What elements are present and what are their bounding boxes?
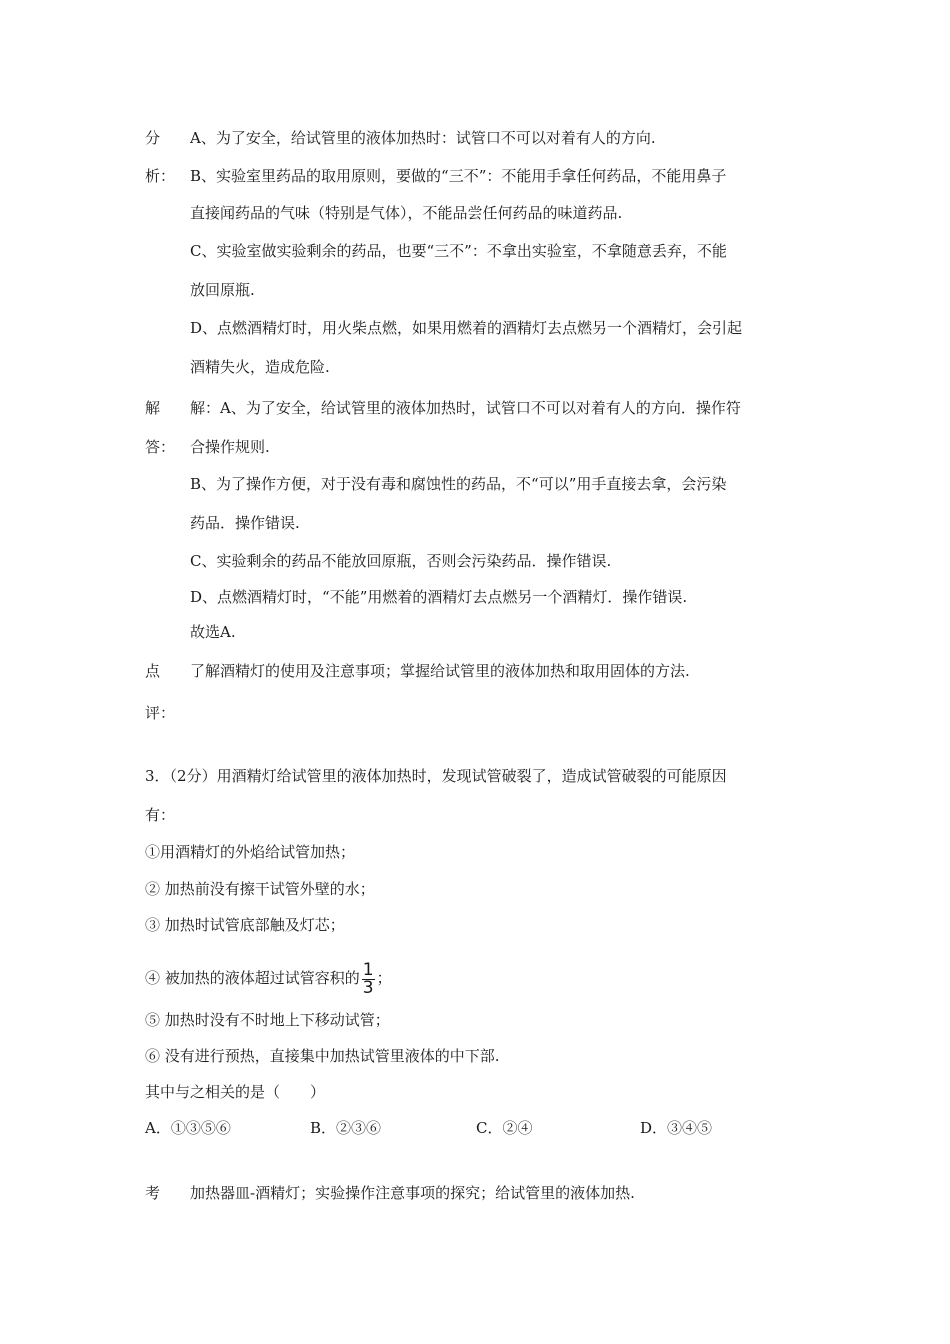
question3-item-4	[145, 958, 392, 998]
comment-text: 了解酒精灯的使用及注意事项；掌握给试管里的液体加热和取用固体的方法.	[190, 662, 690, 680]
solution-c: C、实验剩余的药品不能放回原瓶，否则会污染药品．操作错误.	[190, 552, 612, 570]
analysis-label-1: 分	[145, 129, 161, 147]
option-b: B．②③⑥	[310, 1119, 382, 1137]
analysis-c2: 放回原瓶.	[190, 281, 255, 299]
question3-item-2: ② 加热前没有擦干试管外壁的水；	[145, 880, 375, 898]
fraction-denominator: 3	[362, 977, 374, 998]
question3-item-1: ①用酒精灯的外焰给试管加热；	[145, 843, 356, 861]
analysis-d2: 酒精失火，造成危险.	[190, 358, 330, 376]
solution-b2: 药品．操作错误.	[190, 514, 300, 532]
fraction-numerator: 1	[362, 959, 374, 980]
solution-label-2: 答：	[145, 438, 176, 456]
analysis-b2: 直接闻药品的气味（特别是气体），不能品尝任何药品的味道药品.	[190, 204, 623, 222]
option-c: C．②④	[476, 1119, 533, 1137]
analysis-label-2: 析：	[145, 167, 176, 185]
solution-b1: B、为了操作方便，对于没有毒和腐蚀性的药品，不“可以”用手直接去拿，会污染	[190, 475, 727, 493]
solution-a2: 合操作规则.	[190, 438, 270, 456]
solution-answer: 故选A.	[190, 623, 236, 641]
question3-item-3: ③ 加热时试管底部触及灯芯；	[145, 916, 345, 934]
analysis-a: A、为了安全，给试管里的液体加热时：试管口不可以对着有人的方向.	[190, 129, 656, 147]
analysis-c1: C、实验室做实验剩余的药品，也要“三不”：不拿出实验室，不拿随意丢弃，不能	[190, 242, 727, 260]
question3-item-4-tail: ；	[376, 969, 392, 987]
question3-item-4-text: ④ 被加热的液体超过试管容积的	[145, 969, 360, 987]
question3-item-5: ⑤ 加热时没有不时地上下移动试管；	[145, 1011, 390, 1029]
question3-stem-1: 3．（2分）用酒精灯给试管里的液体加热时，发现试管破裂了，造成试管破裂的可能原因	[145, 767, 727, 785]
comment-label-2: 评：	[145, 704, 176, 722]
kaodian-label: 考	[145, 1184, 161, 1202]
comment-label-1: 点	[145, 662, 161, 680]
solution-a1: 解：A、为了安全，给试管里的液体加热时，试管口不可以对着有人的方向．操作符	[190, 399, 741, 417]
option-a: A．①③⑤⑥	[145, 1119, 231, 1137]
kaodian-text: 加热器皿-酒精灯；实验操作注意事项的探究；给试管里的液体加热.	[190, 1184, 635, 1202]
solution-label-1: 解	[145, 399, 161, 417]
question3-item-6: ⑥ 没有进行预热，直接集中加热试管里液体的中下部.	[145, 1047, 500, 1065]
fraction-one-third	[362, 959, 375, 998]
option-d: D．③④⑤	[640, 1119, 713, 1137]
question3-prompt: 其中与之相关的是（ ）	[145, 1083, 326, 1101]
analysis-d1: D、点燃酒精灯时，用火柴点燃，如果用燃着的酒精灯去点燃另一个酒精灯，会引起	[190, 319, 743, 337]
solution-d: D、点燃酒精灯时，“不能”用燃着的酒精灯去点燃另一个酒精灯．操作错误.	[190, 588, 688, 606]
analysis-b1: B、实验室里药品的取用原则，要做的“三不”：不能用手拿任何药品，不能用鼻子	[190, 167, 727, 185]
question3-stem-2: 有：	[145, 806, 176, 824]
